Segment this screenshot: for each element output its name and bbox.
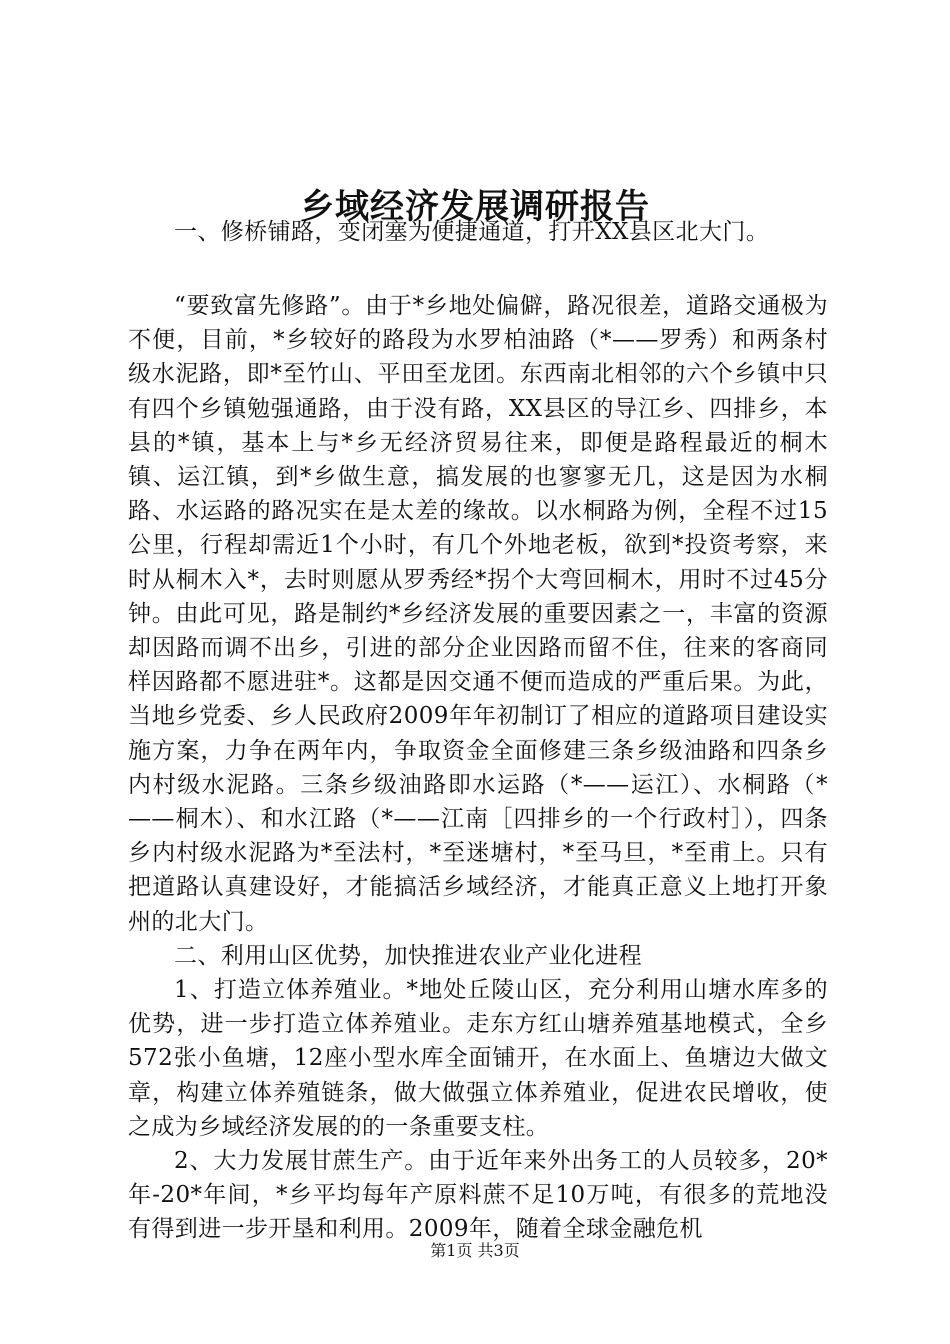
section-heading-2: 二、利用山区优势，加快推进农业产业化进程 <box>174 942 642 969</box>
document-title: 乡域经济发展调研报告 <box>300 187 650 227</box>
paragraph-sugarcane: 2、大力发展甘蔗生产。由于近年来外出务工的人员较多，20*年-20*年间，*乡平均每年产原料蔗不足10万吨，有很多的荒地没有得到进一步开垦和利用。2009年，随着全球金融危机 <box>128 1148 828 1243</box>
section-heading-1-text: 一、修桥铺路，变闭塞为便捷通道，打开XX县区北大门。 <box>174 219 770 245</box>
body-paragraphs <box>128 289 828 1247</box>
paragraph-roads: “要致富先修路”。由于*乡地处偏僻，路况很差，道路交通极为不便，目前，*乡较好的路段为水罗柏油路（*——罗秀）和两条村级水泥路，即*至竹山、平田至龙团。东西南北相邻的六个乡镇中只有四个乡镇勉强通路，由于没有路，XX县区的导江乡、四排乡，本县的*镇，基本上与*乡无经济贸易往来，即便是路程最近的桐木镇、运江镇，到*乡做生意，搞发展的也寥寥无几，这是因为水桐路、水运路的路况实在是太差的缘故。以水桐路为例，全程不过15公里，行程却需近1个小时，有几个外地老板，欲到*投资考察，来时从桐木入*，去时则愿从罗秀经*拐个大弯回桐木，用时不过45分钟。由此可见，路是制约*乡经济发展的重要因素之一，丰富的资源却因路而调不出乡，引进的部分企业因路而留不住，往来的客商同样因路都不愿进驻*。这都是因交通不便而造成的严重后果。为此，当地乡党委、乡人民政府2009年年初制订了相应的道路项目建设实施方案，力争在两年内，争取资金全面修建三条乡级油路和四条乡内村级水泥路。三条乡级油路即水运路（*——运江）、水桐路（*——桐木）、和水江路（*——江南［四排乡的一个行政村］），四条乡内村级水泥路为*至法村，*至迷塘村，*至马旦，*至甫上。只有把道路认真建设好，才能搞活乡域经济，才能真正意义上地打开象州的北大门。 <box>128 293 828 935</box>
section-heading-1 <box>128 215 828 249</box>
page-footer: 第1页 共3页 <box>430 1241 520 1260</box>
paragraph-aquaculture: 1、打造立体养殖业。*地处丘陵山区，充分利用山塘水库多的优势，进一步打造立体养殖业。走东方红山塘养殖基地模式，全乡572张小鱼塘，12座小型水库全面铺开，在水面上、鱼塘边大做文章，构建立体养殖链条，做大做强立体养殖业，促进农民增收，使之成为乡域经济发展的的一条重要支柱。 <box>128 977 828 1140</box>
